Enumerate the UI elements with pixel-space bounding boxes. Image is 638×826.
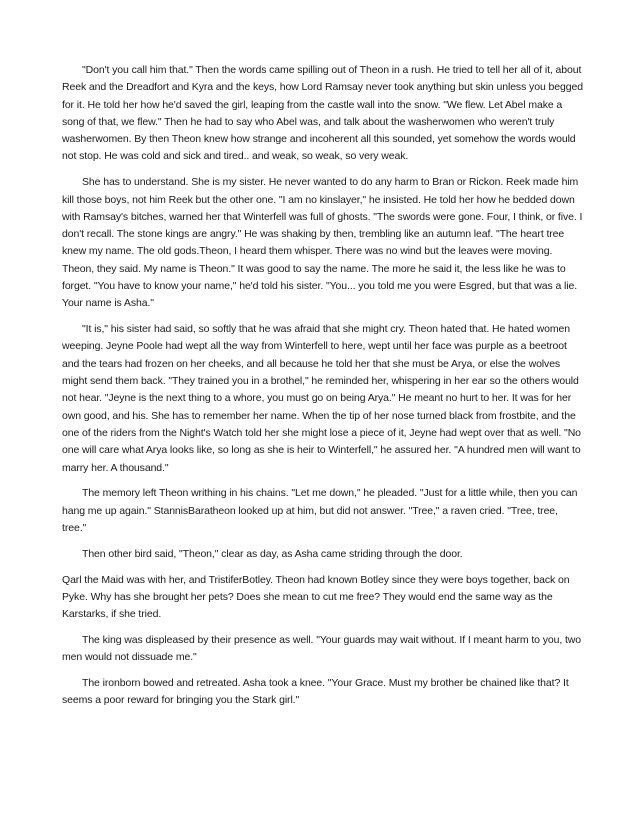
paragraph-4: The memory left Theon writhing in his chains. "Let me down," he pleaded. "Just for a little while, then you can hang me up again." StannisBaratheon looked up at him, but did not answer. "Tree," a raven cried. "Tree, tree, tree." — [62, 487, 578, 534]
paragraph-7: The king was displeased by their presence as well. "Your guards may wait without. If I meant harm to you, two men would not dissuade me." — [62, 633, 582, 664]
paragraph-2: She has to understand. She is my sister. He never wanted to do any harm to Bran or Rickon. Reek made him kill those boys, not him Reek but the other one. "I am no kinslayer," he insisted. He told her how he bedded down with Ramsay's bitches, warned her that Winterfell was full of ghosts. "The swords were gone. Four, I think, or five. I don't recall. The stone kings are angry." He was shaking by then, trembling like an autumn leaf. "The heart tree knew my name. The old gods.Theon, I heard them whisper. There was no wind but the leaves were moving. Theon, they said. My name is Theon." It was good to say the name. The more he said it, the less like he was to forget. "You have to know your name," he'd told his sister. "You... you told me you were Esgred, but that was a lie. Your name is Asha." — [62, 176, 583, 310]
paragraph-6: Qarl the Maid was with her, and TristiferBotley. Theon had known Botley since they were boys together, back on Pyke. Why has she brought her pets? Does she mean to cut me free? They would end the same way as the Karstarks, if she tried. — [62, 573, 570, 621]
paragraph-8: The ironborn bowed and retreated. Asha took a knee. "Your Grace. Must my brother be chained like that? It seems a poor reward for bringing you the Stark girl." — [62, 677, 569, 707]
paragraph-5: Then other bird said, "Theon," clear as day, as Asha came striding through the door. — [82, 547, 463, 560]
paragraph-3: "It is," his sister had said, so softly that he was afraid that she might cry. Theon hated that. He hated women weeping. Jeyne Poole had wept all the way from Winterfell to here, wept until her face was purple as a beetroot and the tears had frozen on her cheeks, and all because he told her that she must be Arya, or else the wolves might send them back. "They trained you in a brothel," he reminded her, whispering in her ear so the others would not hear. "Jeyne is the next thing to a whore, you must go on being Arya." He meant no hurt to her. It was for her own good, and his. She has to remember her name. When the tip of her nose turned black from frostbite, and the one of the riders from the Night's Watch told her she might lose a piece of it, Jeyne had wept over that as well. "No one will care what Arya looks like, so long as she is heir to Winterfell," he assured her. "A hundred men will want to marry her. A thousand." — [62, 323, 581, 474]
paragraph-1: "Don't you call him that." Then the words came spilling out of Theon in a rush. He tried to tell her all of it, about Reek and the Dreadfort and Kyra and the keys, how Lord Ramsay never took anything but skin unless you begged for it. He told her how he'd saved the girl, leaping from the castle wall into the snow. "We flew. Let Abel make a song of that, we flew." Then he had to say who Abel was, and talk about the washerwomen who weren't truly washerwomen. By then Theon knew how strange and incoherent all this sounded, yet somehow the words would not stop. He was cold and sick and tired.. and weak, so weak, so very weak. — [62, 64, 583, 163]
document-page — [62, 62, 584, 718]
